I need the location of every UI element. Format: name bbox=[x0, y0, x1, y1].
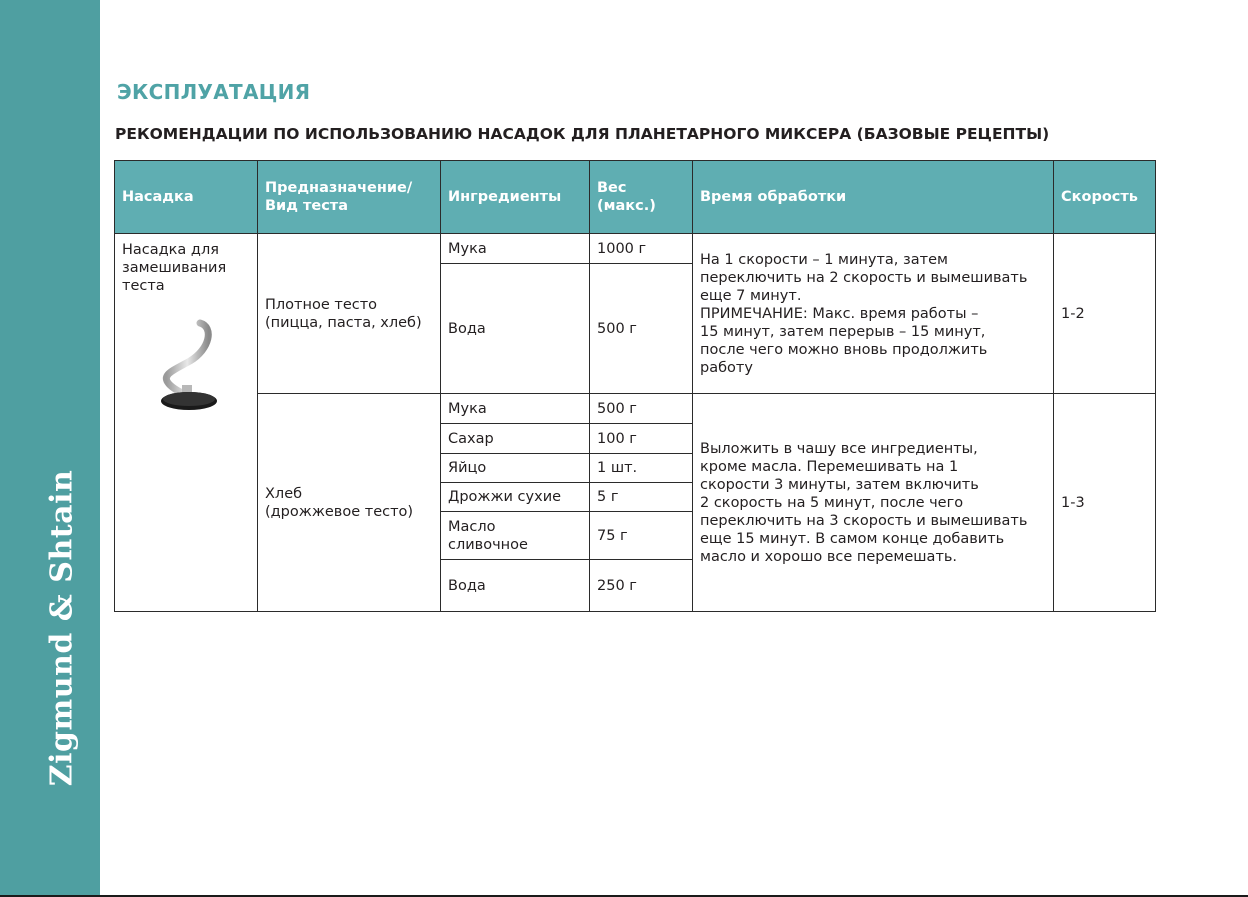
header-time: Время обработки bbox=[693, 161, 1054, 234]
weight-cell: 1000 г bbox=[590, 234, 693, 264]
header-purpose: Предназначение/ Вид теста bbox=[258, 161, 441, 234]
ingredient-cell: Дрожжи сухие bbox=[441, 483, 590, 512]
section-title: ЭКСПЛУАТАЦИЯ bbox=[117, 80, 311, 104]
brand-sidebar bbox=[0, 0, 100, 895]
attachment-cell bbox=[115, 234, 258, 612]
table-row bbox=[115, 234, 1156, 264]
header-attachment: Насадка bbox=[115, 161, 258, 234]
attachment-name: Насадка для замешивания теста bbox=[122, 242, 227, 294]
header-speed: Скорость bbox=[1054, 161, 1156, 234]
weight-cell: 100 г bbox=[590, 424, 693, 454]
ingredient-cell: Вода bbox=[441, 560, 590, 612]
ingredient-cell: Мука bbox=[441, 394, 590, 424]
time-cell: Выложить в чашу все ингредиенты, кроме масла. Перемешивать на 1 скорости 3 минуты, затем включить 2 скорость на 5 минут, после чего переключить на 3 скорость и вымешивать еще 15 минут. В самом конце добавить масло и хорошо все перемешать. bbox=[693, 394, 1054, 612]
weight-cell: 250 г bbox=[590, 560, 693, 612]
purpose-cell: Хлеб (дрожжевое тесто) bbox=[258, 394, 441, 612]
speed-cell: 1-3 bbox=[1054, 394, 1156, 612]
table-row bbox=[115, 394, 1156, 424]
weight-cell: 75 г bbox=[590, 512, 693, 560]
table-title: РЕКОМЕНДАЦИИ ПО ИСПОЛЬЗОВАНИЮ НАСАДОК ДЛЯ ПЛАНЕТАРНОГО МИКСЕРА (БАЗОВЫЕ РЕЦЕПТЫ) bbox=[115, 125, 1050, 143]
weight-cell: 5 г bbox=[590, 483, 693, 512]
time-cell: На 1 скорости – 1 минута, затем переключить на 2 скорость и вымешивать еще 7 минут. ПРИМЕЧАНИЕ: Макс. время работы – 15 минут, затем перерыв – 15 минут, после чего можно вновь продолжить работу bbox=[693, 234, 1054, 394]
brand-logo: Zigmund & Shtain bbox=[44, 469, 80, 787]
header-ingredients: Ингредиенты bbox=[441, 161, 590, 234]
ingredient-cell: Вода bbox=[441, 264, 590, 394]
header-weight: Вес (макс.) bbox=[590, 161, 693, 234]
dough-hook-icon bbox=[144, 319, 250, 420]
recommendations-table bbox=[114, 160, 1156, 612]
ingredient-cell: Сахар bbox=[441, 424, 590, 454]
ingredient-cell: Мука bbox=[441, 234, 590, 264]
purpose-cell: Плотное тесто (пицца, паста, хлеб) bbox=[258, 234, 441, 394]
weight-cell: 500 г bbox=[590, 394, 693, 424]
ingredient-cell: Масло сливочное bbox=[441, 512, 590, 560]
weight-cell: 1 шт. bbox=[590, 454, 693, 483]
weight-cell: 500 г bbox=[590, 264, 693, 394]
table-header-row bbox=[115, 161, 1156, 234]
speed-cell: 1-2 bbox=[1054, 234, 1156, 394]
ingredient-cell: Яйцо bbox=[441, 454, 590, 483]
